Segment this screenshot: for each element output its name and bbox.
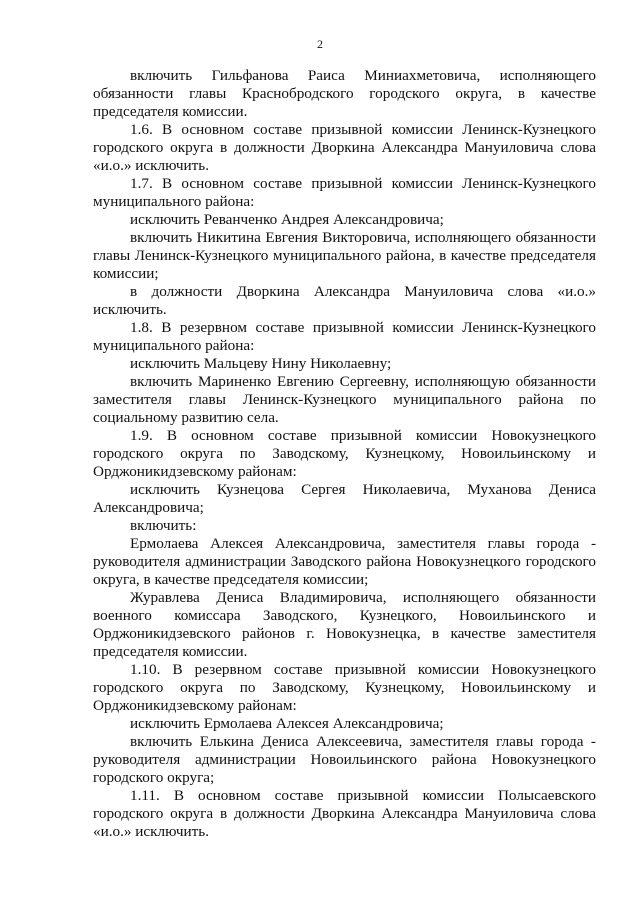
- paragraph: Журавлева Дениса Владимировича, исполняющего обязанности военного комиссара Заводского, Кузнецкого, Новоильинского и Орджоникидзевского районов г. Новокузнецка, в качестве заместителя председателя комиссии.: [93, 589, 596, 660]
- paragraph: исключить Кузнецова Сергея Николаевича, Муханова Дениса Александровича;: [93, 481, 596, 516]
- paragraph: 1.11. В основном составе призывной комиссии Полысаевского городского округа в должности Дворкина Александра Мануиловича слова «и.о.» исключить.: [93, 787, 596, 840]
- paragraph: 1.7. В основном составе призывной комиссии Ленинск-Кузнецкого муниципального района:: [93, 175, 596, 210]
- page-number: 2: [317, 37, 323, 51]
- paragraph: исключить Ермолаева Алексея Александровича;: [130, 715, 444, 732]
- paragraph: включить Гильфанова Раиса Миниахметовича, исполняющего обязанности главы Краснобродского городского округа, в качестве председателя комиссии.: [93, 67, 596, 120]
- paragraph: исключить Реванченко Андрея Александровича;: [130, 211, 444, 228]
- paragraph: 1.10. В резервном составе призывной комиссии Новокузнецкого городского округа по Заводскому, Кузнецкому, Новоильинскому и Орджоникидзевскому районам:: [93, 661, 596, 714]
- document-body: [93, 67, 596, 841]
- paragraph: включить Мариненко Евгению Сергеевну, исполняющую обязанности заместителя главы Ленинск-Кузнецкого муниципального района по социальному развитию села.: [93, 373, 596, 426]
- paragraph: в должности Дворкина Александра Мануиловича слова «и.о.» исключить.: [93, 283, 596, 318]
- paragraph: 1.6. В основном составе призывной комиссии Ленинск-Кузнецкого городского округа в должности Дворкина Александра Мануиловича слова «и.о.» исключить.: [93, 121, 596, 174]
- paragraph: включить:: [130, 517, 197, 534]
- paragraph: 1.8. В резервном составе призывной комиссии Ленинск-Кузнецкого муниципального района:: [93, 319, 596, 354]
- paragraph: включить Елькина Дениса Алексеевича, заместителя главы города - руководителя администрации Новоильинского района Новокузнецкого городского округа;: [93, 733, 596, 786]
- paragraph: 1.9. В основном составе призывной комиссии Новокузнецкого городского округа по Заводскому, Кузнецкому, Новоильинскому и Орджоникидзевскому районам:: [93, 427, 596, 480]
- paragraph: включить Никитина Евгения Викторовича, исполняющего обязанности главы Ленинск-Кузнецкого муниципального района, в качестве председателя комиссии;: [93, 229, 596, 282]
- paragraph: исключить Мальцеву Нину Николаевну;: [130, 355, 392, 372]
- paragraph: Ермолаева Алексея Александровича, заместителя главы города - руководителя администрации Заводского района Новокузнецкого городского округа, в качестве председателя комиссии;: [93, 535, 596, 588]
